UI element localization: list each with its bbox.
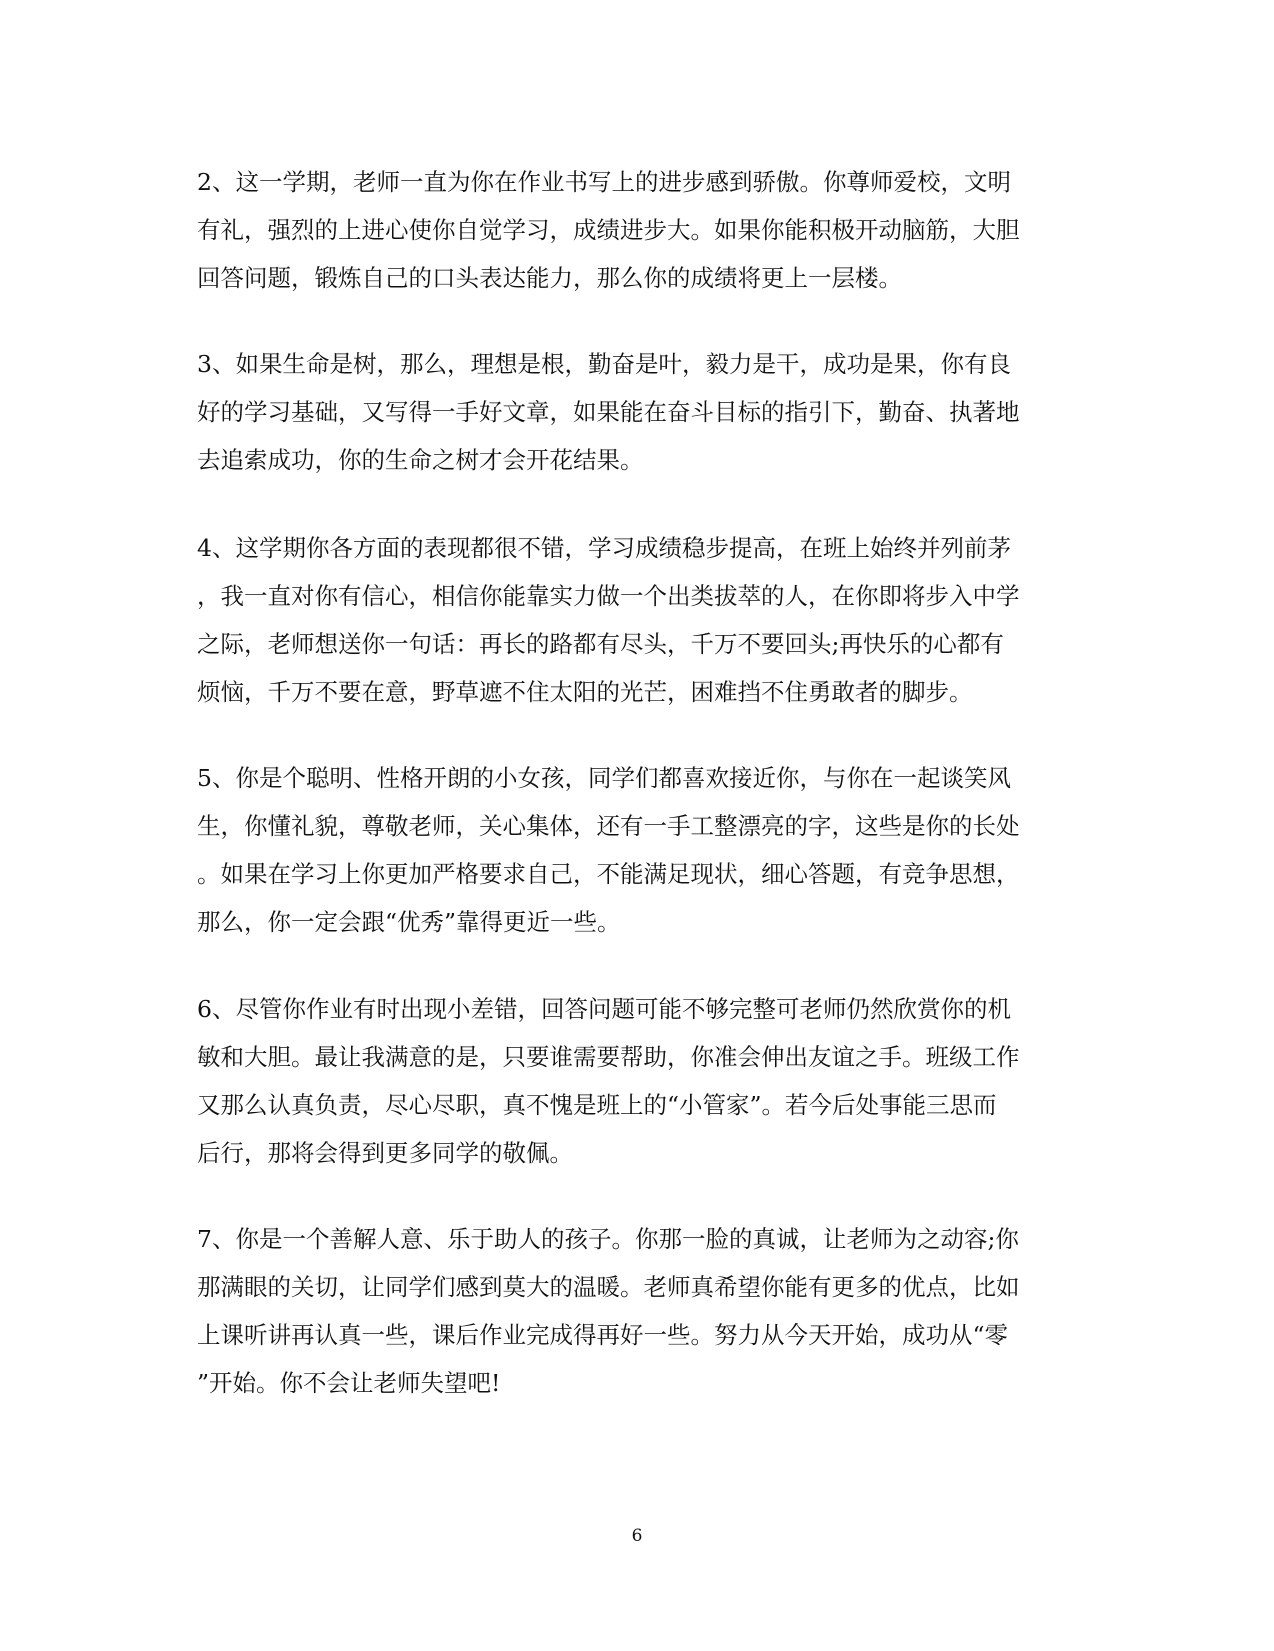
paragraph-line: ，我一直对你有信心，相信你能靠实力做一个出类拔萃的人，在你即将步入中学 xyxy=(197,582,1020,610)
paragraph-line: 5、你是个聪明、性格开朗的小女孩，同学们都喜欢接近你，与你在一起谈笑风 xyxy=(197,764,1011,792)
paragraph-line: 回答问题，锻炼自己的口头表达能力，那么你的成绩将更上一层楼。 xyxy=(197,264,902,292)
page-number: 6 xyxy=(631,1526,643,1546)
paragraph-line: ”开始。你不会让老师失望吧! xyxy=(197,1369,501,1397)
paragraph-3 xyxy=(197,340,1077,484)
paragraph-line: 3、如果生命是树，那么，理想是根，勤奋是叶，毅力是干，成功是果，你有良 xyxy=(197,350,1011,378)
paragraph-line: 2、这一学期，老师一直为你在作业书写上的进步感到骄傲。你尊师爱校，文明 xyxy=(197,168,1011,196)
paragraph-line: 烦恼，千万不要在意，野草遮不住太阳的光芒，困难挡不住勇敢者的脚步。 xyxy=(197,678,973,706)
paragraph-line: 之际，老师想送你一句话：再长的路都有尽头，千万不要回头;再快乐的心都有 xyxy=(197,630,1004,658)
paragraph-2 xyxy=(197,158,1077,302)
paragraph-line: 6、尽管你作业有时出现小差错，回答问题可能不够完整可老师仍然欣赏你的机 xyxy=(197,995,1011,1023)
paragraph-line: 好的学习基础，又写得一手好文章，如果能在奋斗目标的指引下，勤奋、执著地 xyxy=(197,398,1020,426)
paragraph-line: 上课听讲再认真一些，课后作业完成得再好一些。努力从今天开始，成功从“零 xyxy=(197,1321,1009,1349)
paragraph-line: 7、你是一个善解人意、乐于助人的孩子。你那一脸的真诚，让老师为之动容;你 xyxy=(197,1225,1019,1253)
paragraph-6 xyxy=(197,985,1077,1177)
paragraph-5 xyxy=(197,754,1077,946)
paragraph-4 xyxy=(197,524,1077,716)
paragraph-line: 去追索成功，你的生命之树才会开花结果。 xyxy=(197,446,644,474)
paragraph-line: 那满眼的关切，让同学们感到莫大的温暖。老师真希望你能有更多的优点，比如 xyxy=(197,1273,1020,1301)
paragraph-line: 。如果在学习上你更加严格要求自己，不能满足现状，细心答题，有竞争思想， xyxy=(197,860,1020,888)
paragraph-line: 敏和大胆。最让我满意的是，只要谁需要帮助，你准会伸出友谊之手。班级工作 xyxy=(197,1043,1020,1071)
paragraph-line: 后行，那将会得到更多同学的敬佩。 xyxy=(197,1139,573,1167)
paragraph-line: 4、这学期你各方面的表现都很不错，学习成绩稳步提高，在班上始终并列前茅 xyxy=(197,534,1011,562)
paragraph-line: 生，你懂礼貌，尊敬老师，关心集体，还有一手工整漂亮的字，这些是你的长处 xyxy=(197,812,1020,840)
paragraph-7 xyxy=(197,1215,1077,1407)
paragraph-line: 有礼，强烈的上进心使你自觉学习，成绩进步大。如果你能积极开动脑筋，大胆 xyxy=(197,216,1020,244)
paragraph-line: 又那么认真负责，尽心尽职，真不愧是班上的“小管家”。若今后处事能三思而 xyxy=(197,1091,997,1119)
paragraph-line: 那么，你一定会跟“优秀”靠得更近一些。 xyxy=(197,908,621,936)
